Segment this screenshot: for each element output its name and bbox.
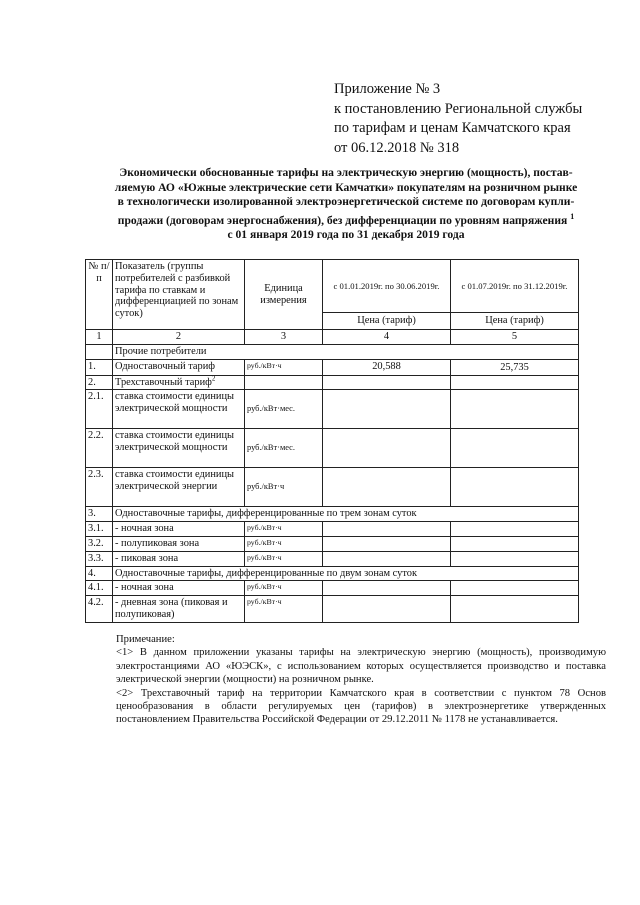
row-num: 1.	[86, 359, 113, 375]
header-period-2: с 01.07.2019г. по 31.12.2019г.	[451, 260, 579, 313]
title-line	[86, 210, 606, 228]
row-unit: руб./кВт·ч	[245, 581, 323, 596]
table-row	[86, 390, 579, 429]
row-unit: руб./кВт·ч	[245, 536, 323, 551]
table-row	[86, 551, 579, 566]
row-unit: руб./кВт·мес.	[245, 429, 323, 468]
row-name: Одноставочный тариф	[113, 359, 245, 375]
appendix-header	[334, 80, 624, 158]
table-row	[86, 375, 579, 390]
row-num: 2.3.	[86, 468, 113, 507]
row-name: - пиковая зона	[113, 551, 245, 566]
col-number: 1	[86, 330, 113, 345]
appendix-ref-line: по тарифам и ценам Камчатского края	[334, 120, 571, 136]
table-row	[86, 536, 579, 551]
row-unit: руб./кВт·ч	[245, 596, 323, 623]
table-row	[86, 429, 579, 468]
appendix-date-line: от 06.12.2018 № 318	[334, 139, 460, 156]
title-line-text: продажи (договорам энергоснабжения), без дифференциации по уровням напряжения	[117, 213, 568, 227]
col-number: 2	[113, 330, 245, 345]
section-other-consumers: Прочие потребители	[113, 344, 579, 359]
header-indicator: Показатель (группы потребителей с разбивкой тарифа по ставкам и дифференциацией по зонам суток)	[113, 260, 245, 330]
row-name: - дневная зона (пиковая и полупиковая)	[113, 596, 245, 623]
row-name: ставка стоимости единицы электрической мощности	[113, 390, 245, 429]
notes-section	[116, 633, 606, 727]
row-value-period-2: 25,735	[451, 359, 579, 375]
header-price-2: Цена (тариф)	[451, 313, 579, 330]
note-1: <1> В данном приложении указаны тарифы на электрическую энергию (мощность), производимую электростанциями АО «ЮЭСК», с использованием которых осуществляется производство и поставка электрической энергии (мощности) на розничном рынке.	[116, 647, 606, 686]
row-name-cell	[113, 375, 245, 390]
row-num: 2.2.	[86, 429, 113, 468]
row-num: 3.3.	[86, 551, 113, 566]
row-num: 4.2.	[86, 596, 113, 623]
title-line: ляемую АО «Южные электрические сети Камчатки» покупателям на розничном рынке	[114, 180, 578, 194]
row-num: 3.1.	[86, 522, 113, 537]
table-row	[86, 359, 579, 375]
header-unit: Единица измерения	[245, 260, 323, 330]
row-num: 4.1.	[86, 581, 113, 596]
row-unit: руб./кВт·мес.	[245, 390, 323, 429]
table-row	[86, 596, 579, 623]
col-number: 4	[323, 330, 451, 345]
header-num: № п/п	[86, 260, 113, 330]
note-2: <2> Трехставочный тариф на территории Камчатского края в соответствии с пунктом 78 Основ ценообразования в области регулируемых цен (тарифов) в электроэнергетике утвержденных постановлением Правительства Российской Федерации от 29.12.2011 № 1178 не устанавливается.	[116, 687, 606, 726]
row-num: 4.	[86, 566, 113, 581]
row-num: 3.	[86, 507, 113, 522]
table-row	[86, 522, 579, 537]
row-name: ставка стоимости единицы электрической мощности	[113, 429, 245, 468]
footnote-mark: 2	[211, 375, 216, 383]
notes-heading: Примечание:	[116, 634, 175, 645]
header-price-1: Цена (тариф)	[323, 313, 451, 330]
tariff-table	[85, 259, 579, 623]
title-line: с 01 января 2019 года по 31 декабря 2019 года	[227, 228, 465, 242]
footnote-mark: 1	[570, 211, 575, 221]
appendix-number: Приложение № 3	[334, 81, 441, 97]
row-name: Одноставочные тарифы, дифференцированные по трем зонам суток	[113, 507, 579, 522]
row-name: Одноставочные тарифы, дифференцированные по двум зонам суток	[113, 566, 579, 581]
row-name: - полупиковая зона	[113, 536, 245, 551]
row-value-period-1: 20,588	[323, 359, 451, 375]
row-num: 3.2.	[86, 536, 113, 551]
table-row	[86, 566, 579, 581]
title-line: в технологически изолированной электроэнергетической системе по договорам купли-	[117, 195, 575, 209]
appendix-ref-line: к постановлению Региональной службы	[334, 100, 583, 117]
table-row	[86, 468, 579, 507]
row-num: 2.1.	[86, 390, 113, 429]
document-title	[86, 166, 606, 243]
row-name: - ночная зона	[113, 581, 245, 596]
table-row	[86, 507, 579, 522]
col-number: 3	[245, 330, 323, 345]
row-unit: руб./кВт·ч	[245, 359, 323, 375]
table-row	[86, 581, 579, 596]
title-line: Экономически обоснованные тарифы на электрическую энергию (мощность), постав-	[119, 166, 573, 179]
row-num: 2.	[86, 375, 113, 390]
row-unit: руб./кВт·ч	[245, 468, 323, 507]
row-name: ставка стоимости единицы электрической энергии	[113, 468, 245, 507]
row-unit: руб./кВт·ч	[245, 522, 323, 537]
row-name: - ночная зона	[113, 522, 245, 537]
col-number: 5	[451, 330, 579, 345]
row-unit: руб./кВт·ч	[245, 551, 323, 566]
header-period-1: с 01.01.2019г. по 30.06.2019г.	[323, 260, 451, 313]
row-name: Трехставочный тариф	[115, 376, 212, 388]
